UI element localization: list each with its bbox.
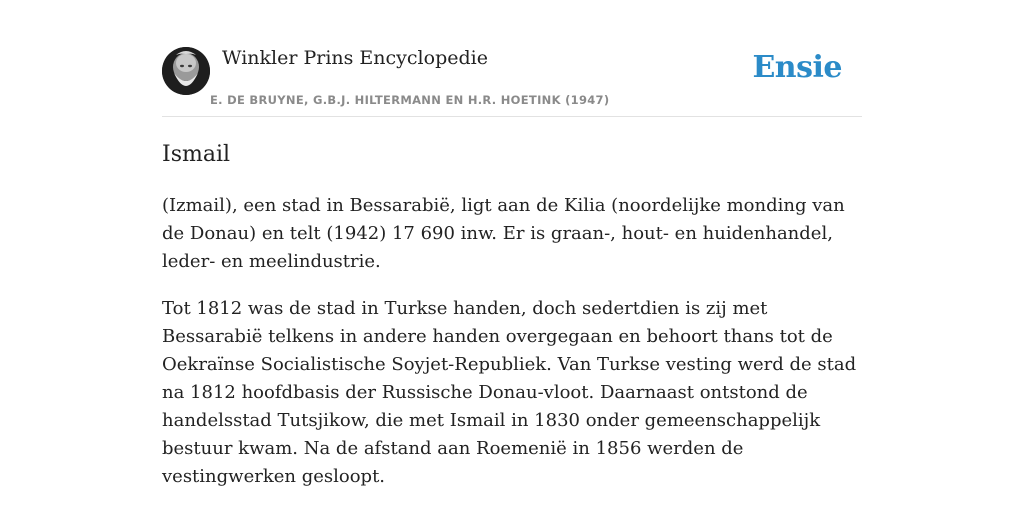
source-header <box>162 46 862 117</box>
article-body <box>162 192 862 510</box>
article-paragraph: (Izmail), een stad in Bessarabië, ligt aan de Kilia (noordelijke monding van de Donau) en telt (1942) 17 690 inw. Er is graan-, hout- en huidenhandel, leder- en meelindustrie. <box>162 195 845 272</box>
source-title[interactable]: Winkler Prins Encyclopedie <box>222 47 488 69</box>
article-paragraph: Tot 1812 was de stad in Turkse handen, doch sedertdien is zij met Bessarabië telkens in andere handen overgegaan en behoort thans tot de Oekraïnse Socialistische Soyjet-Republiek. Van Turkse vesting werd de stad na 1812 hoofdbasis der Russische Donau-vloot. Daarnaast ontstond de handelsstad Tutsjikow, die met Ismail in 1830 onder gemeenschappelijk bestuur kwam. Na de afstand aan Roemenië in 1856 werden de vestingwerken gesloopt. <box>162 298 857 487</box>
ensie-logo-link[interactable]: Ensie <box>752 50 842 85</box>
article-title: Ismail <box>162 142 231 167</box>
author-portrait-icon[interactable] <box>162 47 210 95</box>
source-authors: E. DE BRUYNE, G.B.J. HILTERMANN EN H.R. HOETINK (1947) <box>210 93 610 107</box>
